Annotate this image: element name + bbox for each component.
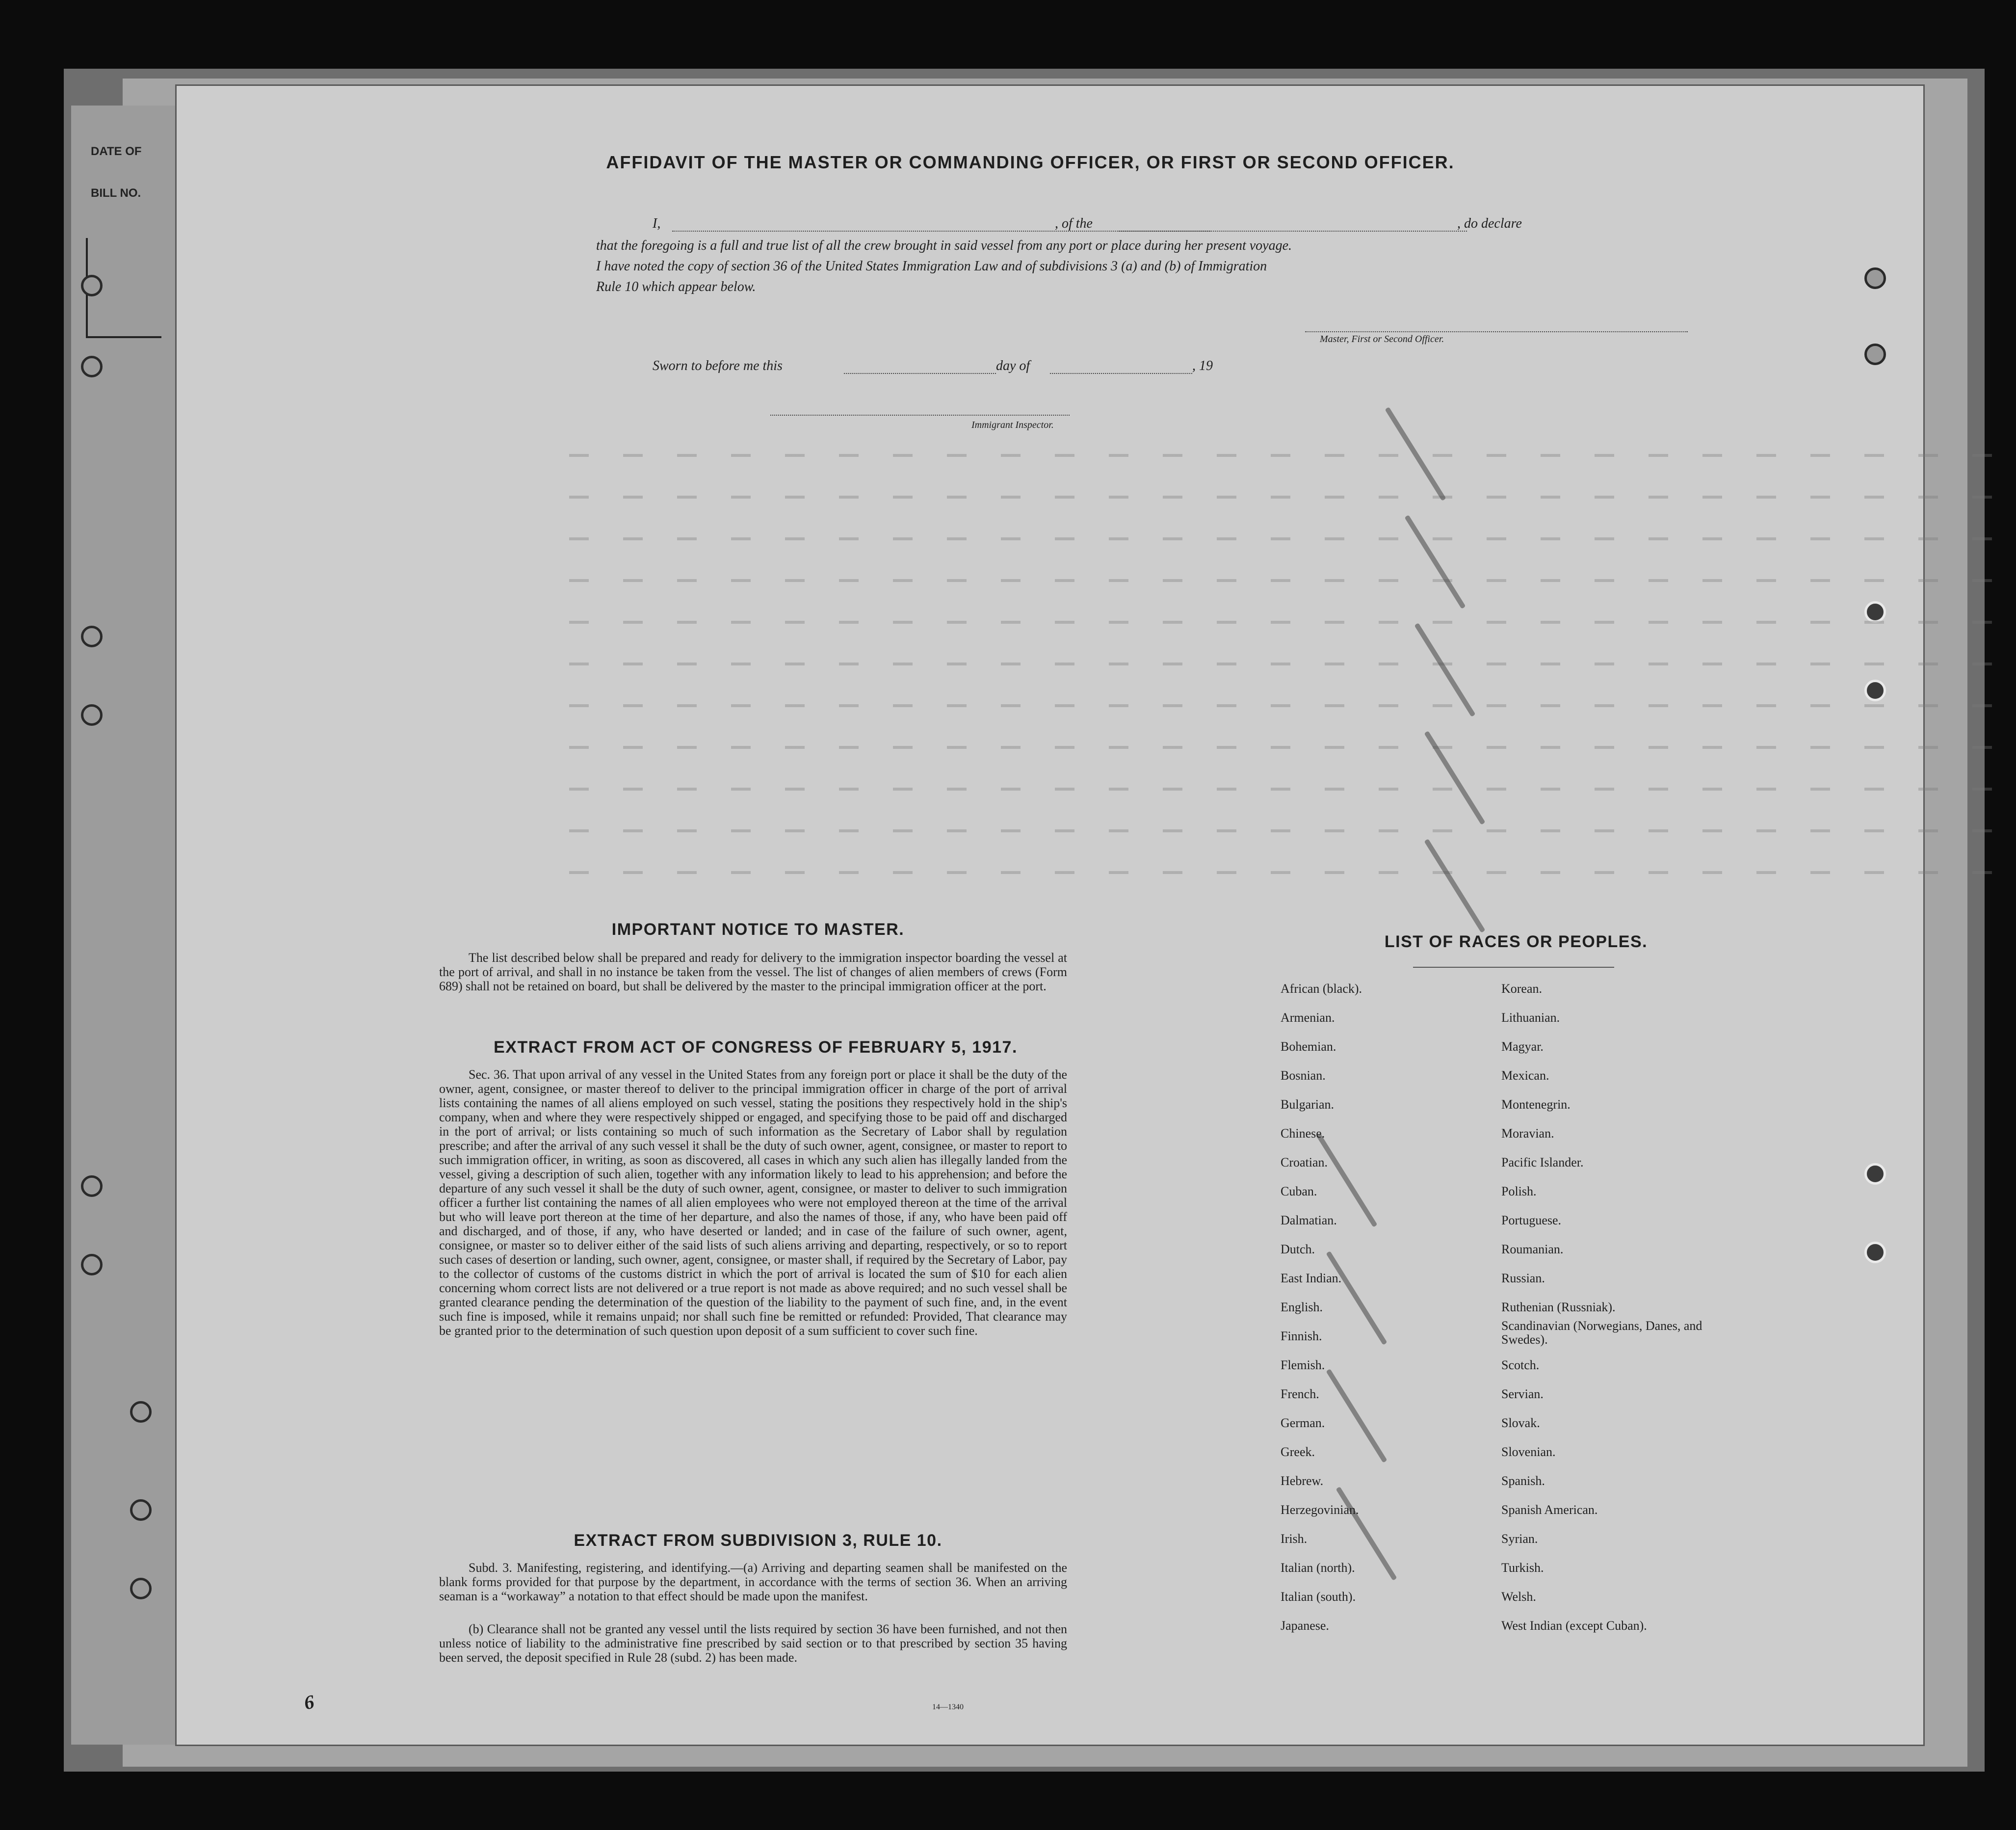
master-signature-line [1305,321,1688,332]
race-item: Japanese. [1281,1618,1329,1633]
bleed-through-row [569,621,1992,624]
bleed-through-row [569,663,1992,665]
bleed-through-row [569,454,1992,457]
affidavit-declare: , do declare [1457,216,1522,231]
pencil-strike-mark [1326,1251,1387,1345]
affidavit-i: I, [653,216,661,231]
race-item: Russian. [1501,1271,1545,1285]
form-number: 14—1340 [932,1703,964,1711]
race-item: Spanish. [1501,1474,1545,1488]
bleed-through-row [569,871,1992,874]
race-item: East Indian. [1281,1271,1342,1285]
race-item: Italian (north). [1281,1561,1355,1575]
strip-bill-label: BILL NO. [91,186,141,200]
pencil-strike-mark [1414,623,1475,717]
bleed-through-row [569,746,1992,749]
binder-hole [130,1578,152,1599]
affidavit-line3: I have noted the copy of section 36 of the United States Immigration Law and of subdivisions 3 (a) and (b) of Immigration [596,259,1267,274]
race-item: Montenegrin. [1501,1097,1571,1112]
binder-hole [130,1401,152,1423]
strip-date-label: DATE OF [91,145,142,158]
pencil-strike-mark [1424,839,1485,933]
affidavit-line2: that the foregoing is a full and true list of all the crew brought in said vessel from any port or place during her present voyage. [596,238,1292,253]
race-item: Servian. [1501,1387,1544,1401]
race-item: Turkish. [1501,1561,1544,1575]
race-item: Cuban. [1281,1184,1317,1198]
binder-hole [130,1499,152,1521]
race-item: Scotch. [1501,1358,1540,1372]
punch-hole [1864,1242,1886,1263]
race-item: Polish. [1501,1184,1537,1198]
races-title: LIST OF RACES OR PEOPLES. [1384,932,1648,951]
handwritten-page-mark: 6 [302,1690,316,1714]
affidavit-title: AFFIDAVIT OF THE MASTER OR COMMANDING OFFICER, OR FIRST OR SECOND OFFICER. [606,152,1455,172]
binder-hole [81,704,103,726]
race-item: Chinese. [1281,1126,1325,1140]
sworn-year: , 19 [1192,358,1213,373]
races-title-underline [1413,967,1614,968]
punch-hole [1864,1163,1886,1185]
race-item: Korean. [1501,981,1543,996]
race-item: Dalmatian. [1281,1213,1337,1227]
race-item: Finnish. [1281,1329,1322,1343]
sworn-day-blank [844,363,996,374]
pencil-strike-mark [1424,731,1485,825]
inspector-caption: Immigrant Inspector. [971,420,1054,430]
notice-text: The list described below shall be prepared and ready for delivery to the immigration inspector boarding the vessel at the port of arrival, and shall in no instance be taken from the vessel. The list of changes of alien members of crews (Form 689) shall not be retained on board, but shall be delivered by the master to the principal immigration officer at the port. [439,951,1067,993]
race-item: Portuguese. [1501,1213,1562,1227]
race-item: West Indian (except Cuban). [1501,1618,1647,1633]
race-item: Hebrew. [1281,1474,1324,1488]
race-item: Spanish American. [1501,1503,1598,1517]
bleed-through-row [569,537,1992,540]
master-signature-caption: Master, First or Second Officer. [1320,334,1444,345]
race-item: English. [1281,1300,1323,1314]
race-item: Welsh. [1501,1590,1536,1604]
race-item: Lithuanian. [1501,1010,1560,1025]
punch-hole [1864,680,1886,701]
race-item: Slovenian. [1501,1445,1556,1459]
race-item: Italian (south). [1281,1590,1356,1604]
left-binding-strip [71,106,179,1745]
pencil-strike-mark [1326,1369,1387,1463]
punch-hole [1864,267,1886,289]
race-item: Herzegovinian. [1281,1503,1359,1517]
rule-title: EXTRACT FROM SUBDIVISION 3, RULE 10. [574,1531,943,1550]
race-item: French. [1281,1387,1319,1401]
race-item: Syrian. [1501,1532,1538,1546]
sworn-text: Sworn to before me this [653,358,783,373]
race-item: Mexican. [1501,1068,1549,1083]
affidavit-line4: Rule 10 which appear below. [596,279,756,294]
bleed-through-row [569,788,1992,791]
race-item: Dutch. [1281,1242,1315,1256]
punch-hole [1864,601,1886,623]
bleed-through-row [569,704,1992,707]
race-item: Irish. [1281,1532,1308,1546]
race-item: Greek. [1281,1445,1315,1459]
vessel-blank [1119,221,1467,232]
race-item: German. [1281,1416,1325,1430]
race-item: Moravian. [1501,1126,1554,1140]
act-section-36-text: Sec. 36. That upon arrival of any vessel in the United States from any foreign port or place it shall be the duty of the owner, agent, consignee, or master thereof to deliver to the principal immigration officer in charge of the port of arrival lists containing the names of all aliens employed on such vessel, stating the positions they respectively hold in the ship's company, when and where they were respectively shipped or engaged, and specifying those to be paid off and discharged in the port of arrival; or lists containing so much of such information as the Secretary of Labor shall by regulation prescribe; and after the arrival of any such vessel it shall be the duty of such owner, agent, consignee, or master to report to such immigration officer, in writing, as soon as discovered, all cases in which any such alien has illegally landed from the vessel, giving a description of such alien, together with any information likely to lead to his apprehension; and before the departure of any such vessel it shall be the duty of such owner, agent, consignee, or master to deliver to such immigration officer a further list containing the names of all alien employees who were not employed thereon at the time of the arrival but who will leave port thereon at the time of her departure, and also the names of those, if any, who have been paid off and discharged, and of those, if any, who have deserted or landed; and in case of the failure of such owner, agent, consignee, or master so to deliver either of the said lists of such aliens arriving and departing, respectively, or so to report such cases of desertion or landing, such owner, agent, consignee, or master shall, if required by the Secretary of Labor, pay to the collector of customs of the customs district in which the port of arrival is located the sum of $10 for each alien concerning whom correct lists are not delivered or a true report is not made as above required; and no such vessel shall be granted clearance pending the determination of the question of the liability to the payment of such fine, and, in the event such fine is imposed, while it remains unpaid; nor shall such fine be remitted or refunded: Provided, That clearance may be granted prior to the determination of such question upon deposit of a sum sufficient to cover such fine. [439,1067,1067,1338]
manifest-page [177,86,1923,1745]
rule-subdivision-a: Subd. 3. Manifesting, registering, and identifying.—(a) Arriving and departing seamen shall be manifested on the blank forms provided for that purpose by the department, in accordance with the terms of section 36. When an arriving seaman is a “workaway” a notation to that effect should be made upon the manifest. [439,1561,1067,1603]
race-item: Scandinavian (Norwegians, Danes, and Swedes). [1501,1319,1702,1347]
race-item: Flemish. [1281,1358,1325,1372]
binder-hole [81,1254,103,1275]
race-item: Bosnian. [1281,1068,1326,1083]
bleed-through-row [569,829,1992,832]
binder-hole [81,1175,103,1197]
race-item: Bohemian. [1281,1039,1336,1054]
pencil-strike-mark [1404,515,1466,609]
binder-hole [81,626,103,647]
bleed-through-row [569,579,1992,582]
race-item: Magyar. [1501,1039,1544,1054]
day-of-text: day of [996,358,1030,373]
race-item: Bulgarian. [1281,1097,1335,1112]
inspector-signature-line [770,405,1070,416]
race-item: Armenian. [1281,1010,1335,1025]
bleed-through-row [569,496,1992,499]
race-item: Pacific Islander. [1501,1155,1584,1169]
race-item: Roumanian. [1501,1242,1564,1256]
binder-hole [81,275,103,296]
race-item: Ruthenian (Russniak). [1501,1300,1616,1314]
race-item: Croatian. [1281,1155,1328,1169]
notice-title: IMPORTANT NOTICE TO MASTER. [611,920,905,939]
punch-hole [1864,344,1886,365]
affidavit-of-the: , of the [1055,216,1093,231]
sworn-month-blank [1050,363,1192,374]
binder-hole [81,356,103,377]
race-item: Slovak. [1501,1416,1540,1430]
race-item: African (black). [1281,981,1362,996]
act-title: EXTRACT FROM ACT OF CONGRESS OF FEBRUARY 5, 1917. [494,1038,1018,1057]
rule-subdivision-b: (b) Clearance shall not be granted any vessel until the lists required by section 36 have been furnished, and not then unless notice of liability to the administrative fine prescribed by said section or to that prescribed by section 35 having been served, the deposit specified in Rule 28 (subd. 2) has been made. [439,1622,1067,1665]
